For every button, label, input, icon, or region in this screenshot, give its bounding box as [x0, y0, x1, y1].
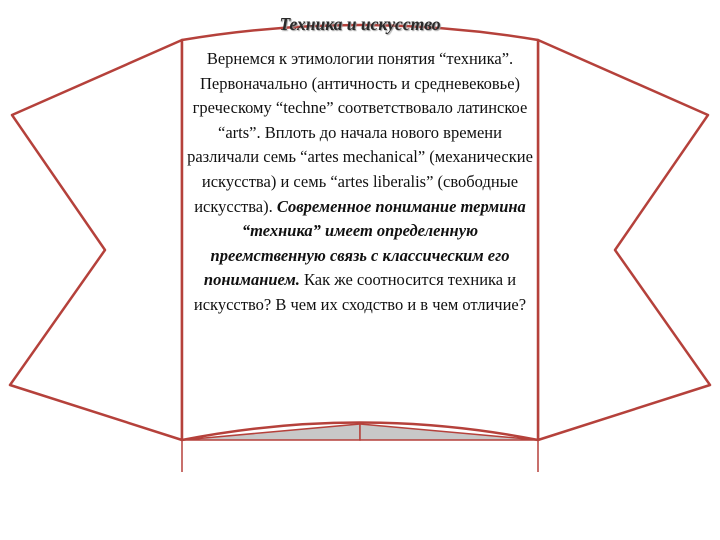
slide-body-text — [186, 47, 534, 318]
slide-title: Техника и искусство — [279, 14, 441, 34]
question-paragraph: Как же соотносится техника и искусство? В чем их сходство и в чем отличие? — [193, 270, 527, 314]
emphasized-statement: Современное понимание термина “техника” имеет определенную преемственную связь с классическим его пониманием. — [203, 196, 526, 290]
left-ribbon-tail — [10, 40, 182, 440]
right-ribbon-tail — [538, 40, 710, 440]
intro-paragraph: Вернемся к этимологии понятия “техника”. Первоначально (античность и средневековье) греческому “techne” соответствовало латинское “arts”. Вплоть до начала нового времени различали семь “artes mechanical” (механические искусства) и семь “artes liberalis” (свободные искусства). — [187, 49, 533, 216]
